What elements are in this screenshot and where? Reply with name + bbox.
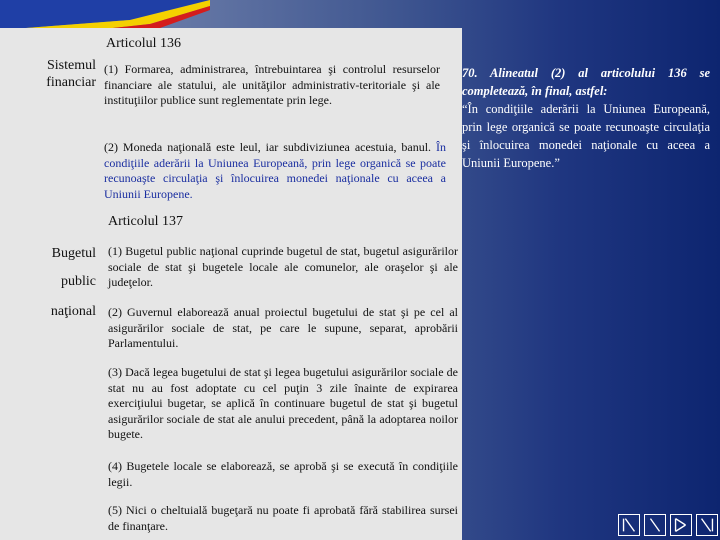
article-137-side-label-2: public bbox=[61, 274, 96, 289]
article-137-paragraph-3: (3) Dacă legea bugetului de stat şi legea bugetului asigurărilor sociale de stat nu au fost adoptate cu cel puţin 3 zile înainte de expirarea exerciţiului bugetar, se aplică în continuare bugetul de stat şi bugetul asigurărilor sociale de stat ale anului precedent, până la adoptarea noilor bugete. bbox=[108, 365, 458, 441]
article-136-side-label-1: Sistemul bbox=[46, 58, 96, 73]
article-137-paragraph-4: (4) Bugetele locale se elaborează, se aprobă şi se execută în condiţiile legii. bbox=[108, 459, 458, 489]
first-page-button[interactable] bbox=[618, 514, 640, 536]
amendment-note-body: “În condiţiile aderării la Uniunea Europeană, prin lege organică se poate recunoaşte circulaţia şi înlocuirea monedei naţionale cu aceea a Uniunii Europene.” bbox=[462, 102, 710, 170]
next-page-icon bbox=[671, 515, 691, 535]
article-136-side-label-2: financiar bbox=[46, 75, 96, 90]
article-137-paragraph-5: (5) Nici o cheltuială bugeţară nu poate fi aprobată fără stabilirea sursei de finanţare. bbox=[108, 503, 458, 533]
article-136-paragraph-1: (1) Formarea, administrarea, întrebuintarea şi controlul resurselor financiare ale statului, ale unităţilor administrativ-teritoriale şi ale instituţiilor publice sunt reglementate prin lege. bbox=[104, 62, 440, 107]
article-136-title: Articolul 136 bbox=[106, 36, 182, 51]
article-137-title: Articolul 137 bbox=[108, 214, 184, 229]
first-page-icon bbox=[619, 515, 639, 535]
last-page-button[interactable] bbox=[696, 514, 718, 536]
amendment-note-heading: 70. Alineatul (2) al articolului 136 se completează, în final, astfel: bbox=[462, 66, 710, 98]
article-137-side-label-1: Bugetul bbox=[51, 246, 96, 261]
article-137-paragraph-1: (1) Bugetul public naţional cuprinde bugetul de stat, bugetul asigurărilor sociale de stat şi bugetele locale ale comunelor, ale oraşelor şi ale judeţelor. bbox=[108, 244, 458, 289]
article-136-paragraph-2-start: (2) Moneda naţională este leul, iar subdiviziunea acestuia, banul. bbox=[104, 140, 436, 154]
article-137-paragraph-2: (2) Guvernul elaborează anual proiectul bugetului de stat şi pe cel al asigurărilor sociale de stat, pe care le supune, separat, aprobării Parlamentului. bbox=[108, 305, 458, 350]
amendment-note bbox=[462, 64, 710, 172]
article-137-side-label-3: naţional bbox=[50, 304, 96, 319]
next-page-button[interactable] bbox=[670, 514, 692, 536]
article-136-paragraph-2 bbox=[104, 140, 446, 202]
previous-page-button[interactable] bbox=[644, 514, 666, 536]
article-136-paragraph-2-amendment: În condiţiile aderării la Uniunea Europeană, prin lege organică se poate recunoaşte circulaţia şi înlocuirea monedei naţionale cu aceea a Uniunii Europene. bbox=[104, 140, 446, 201]
last-page-icon bbox=[697, 515, 717, 535]
previous-page-icon bbox=[645, 515, 665, 535]
